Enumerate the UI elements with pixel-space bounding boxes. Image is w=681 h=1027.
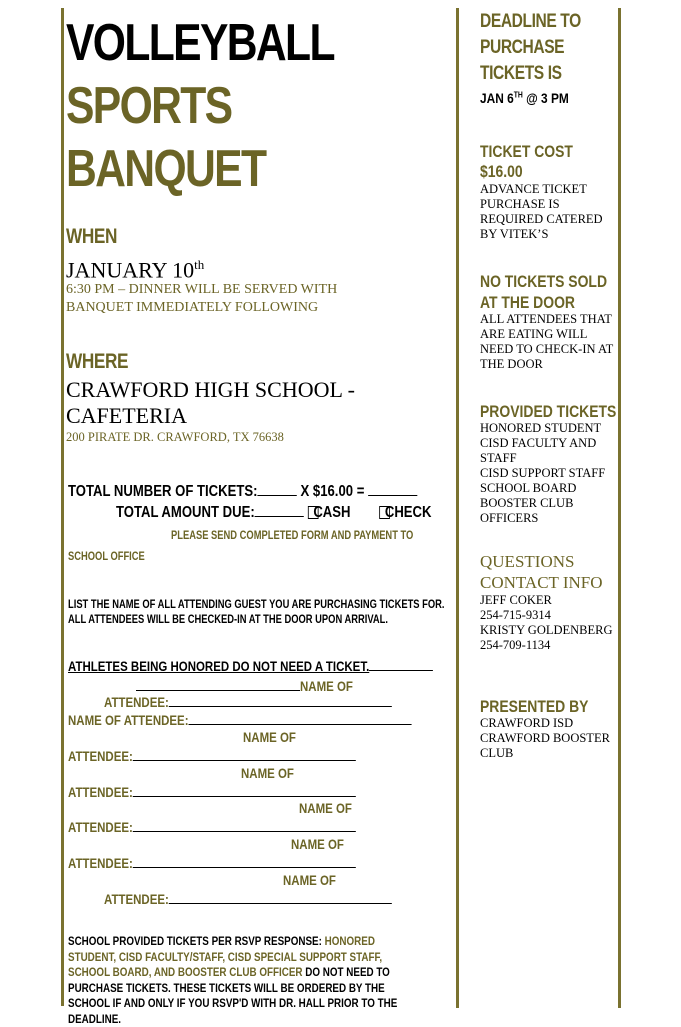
title-banquet: BANQUET	[66, 140, 266, 198]
provided-line-4: CISD SUPPORT STAFF	[480, 466, 606, 480]
price-label: X $16.00 =	[300, 483, 365, 500]
no-tickets-line-2: ARE EATING WILL	[480, 327, 588, 341]
footer-tail: DO NOT NEED TO PURCHASE TICKETS. THESE TICKETS WILL BE ORDERED BY THE SCHOOL IF AND ONLY IF YOU RSVP'D WITH DR. HALL PRIOR TO THE DEADLINE.	[68, 965, 398, 1026]
provided-line-7: OFFICERS	[480, 511, 539, 525]
send-note-line-2: SCHOOL OFFICE	[68, 549, 145, 563]
contact-phone-1: 254-715-9314	[480, 608, 551, 622]
provided-line-3: STAFF	[480, 451, 517, 465]
send-note-line-1: PLEASE SEND COMPLETED FORM AND PAYMENT TO	[171, 528, 414, 542]
deadline-date-sup: TH	[513, 90, 523, 100]
deadline-date	[480, 90, 569, 106]
attendee-label-6: ATTENDEE:	[68, 855, 133, 871]
cost-body-line-1: ADVANCE TICKET	[480, 182, 587, 196]
attendee-row-3	[68, 746, 356, 765]
footer-lead: SCHOOL PROVIDED TICKETS PER RSVP RESPONSE:	[68, 934, 322, 948]
rsvp-footer-note	[68, 934, 424, 1027]
attendee-label-3: ATTENDEE:	[68, 748, 133, 764]
instruction-line-2: ALL ATTENDEES WILL BE CHECKED-IN AT THE DOOR UPON ARRIVAL.	[68, 612, 388, 626]
cost-body-line-2: PURCHASE IS	[480, 197, 560, 211]
check-label: CHECK	[384, 504, 432, 521]
event-details-line-1: 6:30 PM – DINNER WILL BE SERVED WITH	[66, 282, 338, 297]
deadline-date-prefix: JAN 6	[480, 90, 514, 106]
event-date-text: JANUARY 10	[66, 257, 195, 283]
deadline-heading-line-2: PURCHASE	[480, 37, 565, 58]
venue-line-1: CRAWFORD HIGH SCHOOL -	[66, 377, 355, 402]
no-tickets-line-4: THE DOOR	[480, 357, 543, 371]
deadline-date-suffix: @ 3 PM	[526, 90, 569, 106]
athletes-note-row	[68, 656, 433, 674]
presenter-line-2: CRAWFORD BOOSTER	[480, 731, 610, 745]
right-rule	[618, 8, 621, 1008]
attendee-label-7: ATTENDEE:	[104, 891, 169, 907]
provided-line-1: HONORED STUDENT	[480, 421, 602, 435]
total-tickets-row	[68, 481, 417, 502]
left-rule	[61, 8, 64, 1006]
no-tickets-heading-line-2: AT THE DOOR	[480, 293, 576, 312]
questions-body	[480, 593, 613, 653]
ticket-cost-body	[480, 182, 603, 242]
name-of-label-6: NAME OF	[291, 836, 344, 852]
attendee-row-2	[68, 710, 412, 729]
attendee-row-1b	[104, 692, 392, 711]
name-of-label-7: NAME OF	[283, 872, 336, 888]
venue-name	[66, 377, 355, 429]
attendee-field-5[interactable]	[133, 817, 356, 832]
attendee-label-4: ATTENDEE:	[68, 784, 133, 800]
contact-name-1: JEFF COKER	[480, 593, 552, 607]
presenter-line-3: CLUB	[480, 746, 514, 760]
attendee-field-3[interactable]	[133, 746, 356, 761]
ticket-total-field[interactable]	[368, 481, 417, 496]
provided-line-2: CISD FACULTY AND	[480, 436, 597, 450]
questions-heading	[480, 551, 603, 593]
event-date-suffix: th	[194, 257, 205, 272]
where-heading: WHERE	[66, 350, 129, 373]
provided-line-5: SCHOOL BOARD	[480, 481, 577, 495]
footer-provided-groups: HONORED STUDENT, CISD FACULTY/STAFF, CISD SPECIAL SUPPORT STAFF, SCHOOL BOARD, AND BOOSTER CLUB OFFICER	[68, 934, 383, 979]
presenter-line-1: CRAWFORD ISD	[480, 716, 574, 730]
attendee-field-7[interactable]	[169, 889, 392, 904]
attendee-field-1[interactable]	[169, 692, 392, 707]
cost-body-line-3: REQUIRED CATERED	[480, 212, 603, 226]
no-tickets-heading	[480, 271, 607, 313]
no-tickets-body	[480, 312, 613, 372]
event-details-line-2: BANQUET IMMEDIATELY FOLLOWING	[66, 300, 319, 315]
attendee-field-2[interactable]	[189, 710, 412, 725]
ticket-count-field[interactable]	[258, 481, 297, 496]
cash-label: CASH	[313, 504, 351, 521]
deadline-heading-line-3: TICKETS IS	[480, 63, 562, 84]
attendee-line-1a[interactable]	[136, 676, 300, 691]
total-tickets-label: TOTAL NUMBER OF TICKETS:	[68, 483, 258, 500]
deadline-heading	[480, 9, 581, 87]
name-of-label-1: NAME OF	[300, 678, 353, 694]
event-date	[66, 252, 204, 283]
contact-name-2: KRISTY GOLDENBERG	[480, 623, 613, 637]
no-tickets-line-1: ALL ATTENDEES THAT	[480, 312, 612, 326]
athletes-note: ATHLETES BEING HONORED DO NOT NEED A TICKET.	[68, 658, 370, 674]
name-of-label-3: NAME OF	[243, 729, 296, 745]
no-tickets-heading-line-1: NO TICKETS SOLD	[480, 272, 608, 291]
name-of-attendee-label-2: NAME OF ATTENDEE:	[68, 712, 189, 728]
event-time-details	[66, 281, 337, 317]
name-of-label-5: NAME OF	[299, 800, 352, 816]
amount-due-row	[116, 502, 432, 523]
when-heading: WHEN	[66, 225, 117, 248]
name-of-label-4: NAME OF	[241, 765, 294, 781]
venue-address: 200 PIRATE DR. CRAWFORD, TX 76638	[66, 430, 284, 444]
amount-due-field[interactable]	[255, 502, 304, 517]
presented-by-heading: PRESENTED BY	[480, 697, 589, 716]
questions-heading-line-2: CONTACT INFO	[480, 573, 603, 592]
amount-due-label: TOTAL AMOUNT DUE:	[116, 504, 255, 521]
ticket-cost-heading: TICKET COST	[480, 142, 573, 161]
instruction-line-1: LIST THE NAME OF ALL ATTENDING GUEST YOU ARE PURCHASING TICKETS FOR.	[68, 597, 445, 611]
attendee-field-6[interactable]	[133, 853, 356, 868]
questions-heading-line-1: QUESTIONS	[480, 552, 575, 571]
cost-body-line-4: BY VITEK’S	[480, 227, 549, 241]
attendee-field-4[interactable]	[133, 782, 356, 797]
athletes-note-line	[369, 656, 433, 671]
provided-line-6: BOOSTER CLUB	[480, 496, 574, 510]
contact-phone-2: 254-709-1134	[480, 638, 551, 652]
attendee-row-7	[104, 889, 392, 908]
ticket-cost-price: $16.00	[480, 162, 523, 181]
title-sports: SPORTS	[66, 77, 232, 135]
attendee-row-5	[68, 817, 356, 836]
provided-tickets-body	[480, 421, 605, 526]
attendee-label-1: ATTENDEE:	[104, 694, 169, 710]
attendee-row-6	[68, 853, 356, 872]
title-volleyball: VOLLEYBALL	[66, 14, 334, 72]
attendee-label-5: ATTENDEE:	[68, 819, 133, 835]
venue-line-2: CAFETERIA	[66, 403, 187, 428]
middle-rule	[456, 8, 459, 1008]
no-tickets-line-3: NEED TO CHECK-IN AT	[480, 342, 614, 356]
presented-by-body	[480, 716, 610, 761]
deadline-heading-line-1: DEADLINE TO	[480, 11, 581, 32]
provided-tickets-heading: PROVIDED TICKETS	[480, 402, 617, 421]
